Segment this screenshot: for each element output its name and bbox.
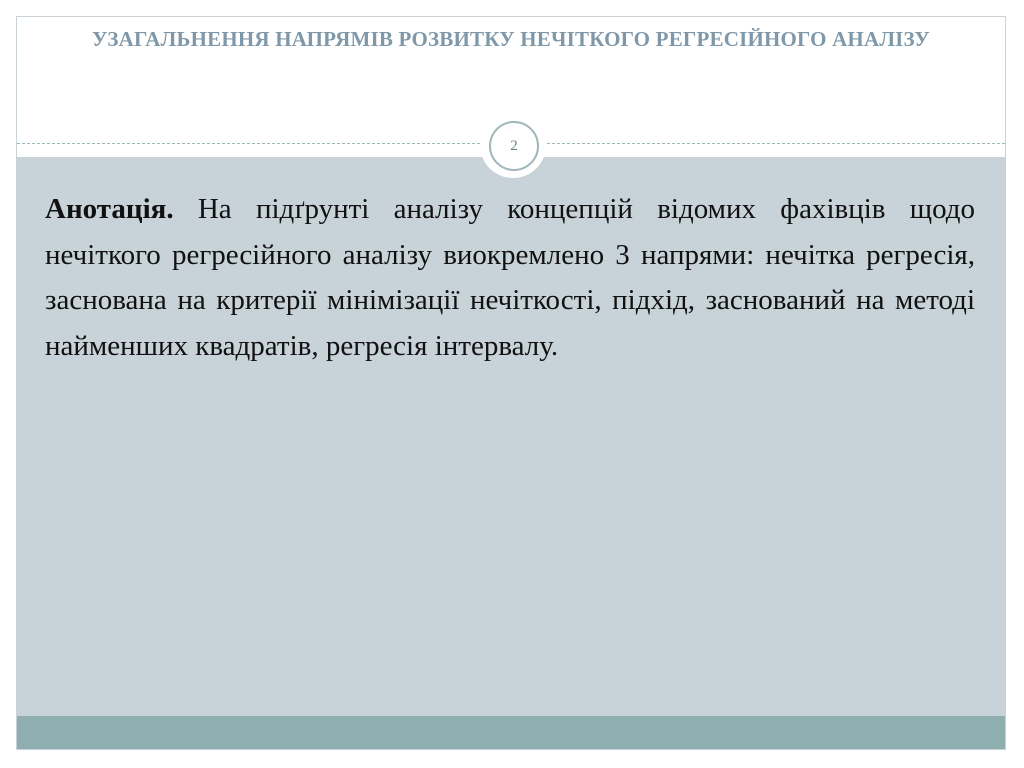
slide <box>16 16 1006 750</box>
annotation-paragraph <box>45 187 975 369</box>
footer-bar <box>17 716 1005 750</box>
page-number-ring <box>489 121 539 171</box>
page-number-badge <box>480 112 546 178</box>
annotation-body: На підґрунті аналізу концепцій відомих фахівців щодо нечіткого регресійного аналізу виокремлено 3 напрями: нечітка регресія, заснована на критерії мінімізації нечіткості, підхід, заснований на методі найменших квадратів, регресія інтервалу. <box>45 193 975 362</box>
slide-title: УЗАГАЛЬНЕННЯ НАПРЯМІВ РОЗВИТКУ НЕЧІТКОГО РЕГРЕСІЙНОГО АНАЛІЗУ <box>92 27 930 51</box>
page-number: 2 <box>510 137 518 154</box>
annotation-lead: Анотація. <box>45 193 174 225</box>
